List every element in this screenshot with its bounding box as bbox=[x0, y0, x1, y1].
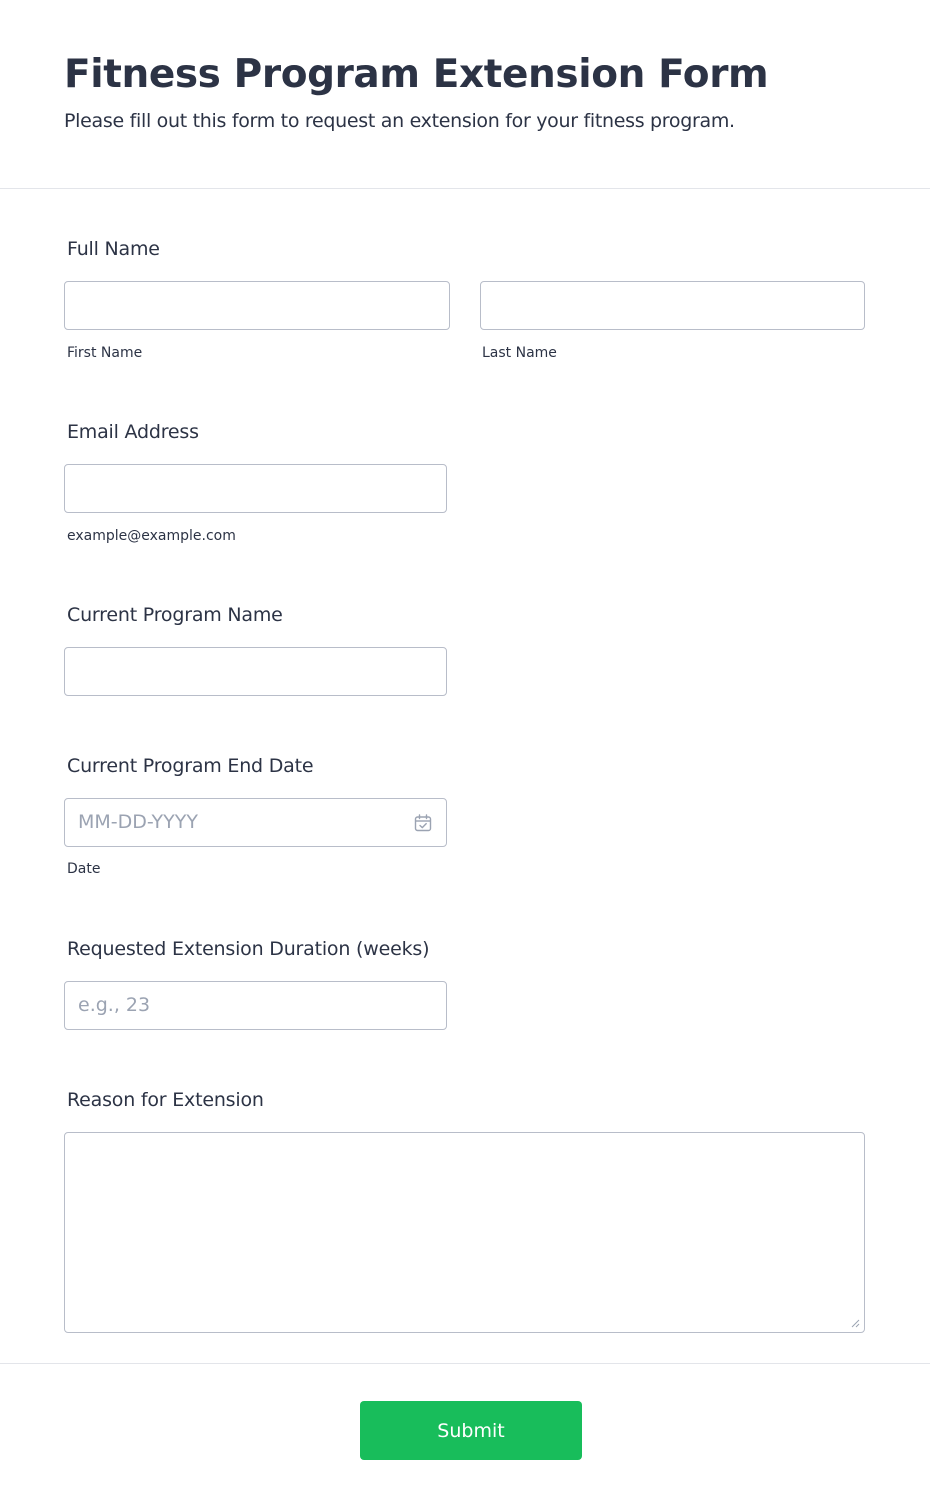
program-name-label: Current Program Name bbox=[67, 604, 283, 626]
form-header bbox=[0, 0, 930, 189]
duration-label: Requested Extension Duration (weeks) bbox=[67, 938, 430, 960]
program-name-input[interactable] bbox=[64, 647, 447, 696]
duration-placeholder: e.g., 23 bbox=[78, 994, 151, 1016]
reason-label: Reason for Extension bbox=[67, 1089, 264, 1111]
email-label: Email Address bbox=[67, 421, 199, 443]
full-name-label: Full Name bbox=[67, 238, 160, 260]
email-input[interactable] bbox=[64, 464, 447, 513]
submit-button[interactable]: Submit bbox=[360, 1401, 582, 1460]
last-name-input[interactable] bbox=[480, 281, 865, 330]
first-name-sublabel: First Name bbox=[67, 345, 143, 361]
end-date-label: Current Program End Date bbox=[67, 755, 314, 777]
page-subtitle: Please fill out this form to request an extension for your fitness program. bbox=[64, 110, 735, 132]
end-date-input[interactable] bbox=[64, 798, 447, 847]
footer-divider bbox=[0, 1363, 930, 1364]
email-sublabel: example@example.com bbox=[67, 528, 236, 544]
reason-textarea[interactable] bbox=[64, 1132, 865, 1333]
first-name-input[interactable] bbox=[64, 281, 450, 330]
calendar-icon[interactable] bbox=[414, 814, 432, 832]
end-date-placeholder: MM-DD-YYYY bbox=[78, 811, 198, 833]
resize-handle-icon[interactable] bbox=[851, 1319, 860, 1328]
last-name-sublabel: Last Name bbox=[482, 345, 557, 361]
duration-input[interactable] bbox=[64, 981, 447, 1030]
page-title: Fitness Program Extension Form bbox=[64, 52, 769, 97]
end-date-sublabel: Date bbox=[67, 861, 101, 877]
